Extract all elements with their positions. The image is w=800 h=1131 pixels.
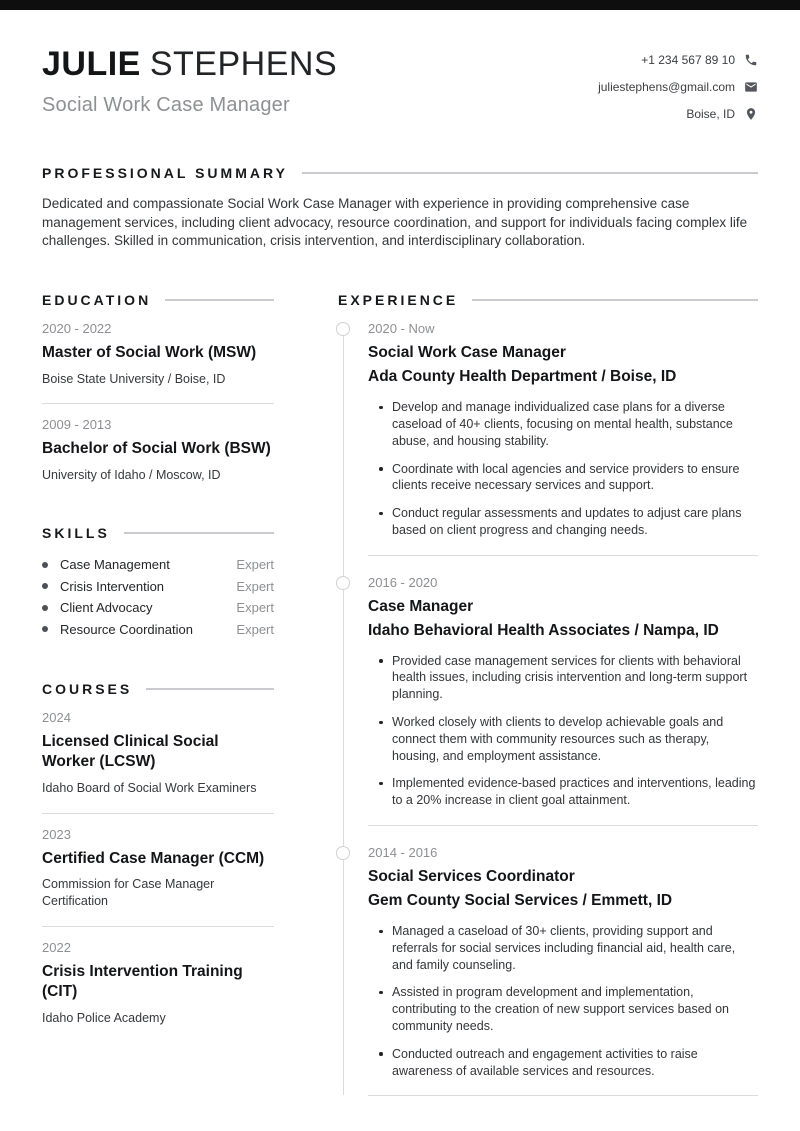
job-bullet-list	[368, 923, 758, 1079]
skill-name: Crisis Intervention	[60, 578, 165, 594]
job-bullet: Conduct regular assessments and updates to adjust care plans based on client progress and changing needs.	[392, 505, 758, 539]
course-year: 2023	[42, 826, 71, 842]
bullet-dot-icon	[42, 605, 48, 611]
email-address: juliestephens@gmail.com	[598, 80, 735, 94]
job-dates: 2020 - Now	[368, 321, 435, 337]
heading-rule	[146, 688, 274, 690]
job-company: Idaho Behavioral Health Associates / Nampa, ID	[368, 621, 719, 639]
job-bullet: Provided case management services for clients with behavioral health issues, including crisis intervention and long-term support planning.	[392, 653, 758, 703]
course-org: Commission for Case Manager Certification	[42, 877, 215, 908]
job-bullet: Implemented evidence-based practices and interventions, leading to a 20% increase in client goal attainment.	[392, 775, 758, 809]
heading-rule	[124, 532, 274, 534]
job-bullet: Managed a caseload of 30+ clients, providing support and referrals for social services including financial aid, health care, and family counseling.	[392, 923, 758, 973]
courses-heading-label: COURSES	[42, 680, 133, 697]
education-section	[42, 292, 274, 484]
job-bullet: Coordinate with local agencies and service providers to ensure clients receive necessary services and support.	[392, 461, 758, 495]
summary-text: Dedicated and compassionate Social Work Case Manager with experience in providing comprehensive case management services, including client advocacy, resource coordination, and support for individuals facing complex life challenges. Skilled in communication, crisis intervention, and interdisciplinary collaboration.	[42, 196, 748, 249]
experience-timeline	[338, 321, 758, 1096]
summary-section	[42, 165, 758, 251]
last-name: STEPHENS	[149, 45, 338, 83]
experience-heading-label: EXPERIENCE	[338, 292, 459, 309]
skill-level: Expert	[236, 557, 274, 573]
skill-row	[42, 575, 274, 597]
job-bullet: Develop and manage individualized case plans for a diverse caseload of 40+ clients, focusing on mental health, substance abuse, and housing stability.	[392, 399, 758, 449]
heading-rule	[302, 172, 758, 174]
education-dates: 2009 - 2013	[42, 417, 112, 433]
education-degree: Master of Social Work (MSW)	[42, 344, 257, 362]
skills-section	[42, 525, 274, 640]
skills-list	[42, 554, 274, 640]
course-year: 2024	[42, 709, 71, 725]
education-entry	[42, 321, 274, 387]
course-title: Crisis Intervention Training (CIT)	[42, 962, 243, 1001]
job-title: Social Services Coordinator	[368, 868, 575, 886]
divider	[42, 813, 274, 814]
course-org: Idaho Board of Social Work Examiners	[42, 780, 257, 795]
education-heading-label: EDUCATION	[42, 292, 152, 309]
divider	[368, 825, 758, 826]
map-pin-icon	[744, 107, 758, 121]
person-name	[42, 46, 337, 82]
summary-heading	[42, 165, 758, 181]
divider	[368, 1095, 758, 1096]
skills-heading-label: SKILLS	[42, 524, 110, 541]
header	[42, 46, 758, 121]
skill-row	[42, 597, 274, 619]
job-bullet: Assisted in program development and implementation, contributing to the creation of new support services based on community needs.	[392, 984, 758, 1034]
courses-section	[42, 681, 274, 1027]
skill-level: Expert	[236, 578, 274, 594]
divider	[42, 926, 274, 927]
columns	[42, 292, 758, 1096]
phone-icon	[744, 53, 758, 67]
contact-phone-row	[641, 53, 758, 67]
job-bullet-list	[368, 399, 758, 539]
left-column	[42, 292, 274, 1096]
education-school: Boise State University / Boise, ID	[42, 371, 226, 386]
bullet-dot-icon	[42, 562, 48, 568]
experience-entry	[338, 845, 758, 1079]
experience-entry	[338, 575, 758, 809]
location-text: Boise, ID	[686, 107, 735, 121]
skill-name: Case Management	[60, 557, 170, 573]
heading-rule	[165, 299, 274, 301]
contact-info	[598, 46, 758, 121]
timeline-dot-icon	[336, 846, 350, 860]
person-job-title: Social Work Case Manager	[42, 94, 290, 116]
job-dates: 2016 - 2020	[368, 574, 438, 590]
skill-level: Expert	[236, 600, 274, 616]
top-accent-bar	[0, 0, 800, 10]
phone-number: +1 234 567 89 10	[641, 53, 735, 67]
heading-rule	[472, 299, 758, 301]
job-bullet: Conducted outreach and engagement activities to raise awareness of available services and resources.	[392, 1046, 758, 1080]
job-company: Ada County Health Department / Boise, ID	[368, 368, 677, 386]
page-body	[0, 46, 800, 1096]
experience-heading	[338, 292, 758, 308]
skill-name: Resource Coordination	[60, 621, 193, 637]
experience-section	[338, 292, 758, 1096]
contact-email-row	[598, 80, 758, 94]
education-school: University of Idaho / Moscow, ID	[42, 467, 221, 482]
course-entry	[42, 827, 274, 910]
education-entry	[42, 417, 274, 483]
right-column	[338, 292, 758, 1096]
divider	[42, 403, 274, 404]
skill-row	[42, 618, 274, 640]
skills-heading	[42, 525, 274, 541]
job-company: Gem County Social Services / Emmett, ID	[368, 892, 673, 910]
job-dates: 2014 - 2016	[368, 845, 438, 861]
bullet-dot-icon	[42, 583, 48, 589]
course-entry	[42, 710, 274, 797]
course-org: Idaho Police Academy	[42, 1010, 166, 1025]
bullet-dot-icon	[42, 626, 48, 632]
skill-row	[42, 554, 274, 576]
job-bullet-list	[368, 653, 758, 809]
job-title: Social Work Case Manager	[368, 344, 566, 362]
first-name: JULIE	[42, 45, 141, 83]
job-bullet: Worked closely with clients to develop achievable goals and connect them with community resources such as therapy, housing, and employment assistance.	[392, 714, 758, 764]
skill-name: Client Advocacy	[60, 600, 153, 616]
timeline-dot-icon	[336, 322, 350, 336]
course-title: Certified Case Manager (CCM)	[42, 849, 265, 867]
contact-location-row	[686, 107, 758, 121]
envelope-icon	[744, 80, 758, 94]
job-title: Case Manager	[368, 597, 474, 615]
timeline-dot-icon	[336, 576, 350, 590]
experience-entry	[338, 321, 758, 539]
courses-heading	[42, 681, 274, 697]
education-degree: Bachelor of Social Work (BSW)	[42, 440, 271, 458]
divider	[368, 555, 758, 556]
education-dates: 2020 - 2022	[42, 321, 112, 337]
identity	[42, 46, 337, 121]
course-title: Licensed Clinical Social Worker (LCSW)	[42, 732, 219, 771]
education-heading	[42, 292, 274, 308]
summary-heading-label: PROFESSIONAL SUMMARY	[42, 165, 288, 181]
course-entry	[42, 940, 274, 1027]
skill-level: Expert	[236, 621, 274, 637]
course-year: 2022	[42, 939, 71, 955]
